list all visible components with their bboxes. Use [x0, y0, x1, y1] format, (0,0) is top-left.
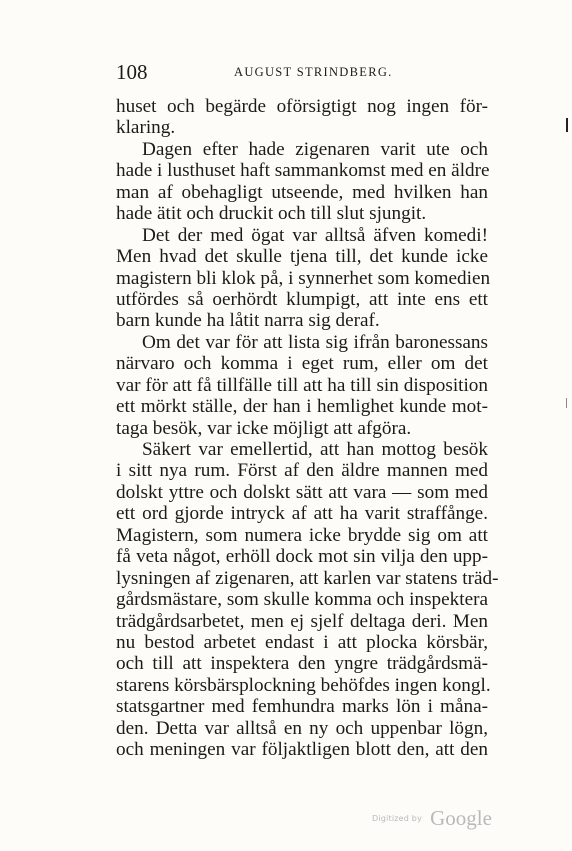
text-line: statsgartner med femhundra marks lön i måna- — [116, 696, 488, 718]
text-line: Det der med ögat var alltså äfven komedi! — [142, 224, 488, 246]
text-line: i sitt nya rum. Först af den äldre mannen med — [116, 460, 488, 482]
watermark-prefix: Digitized by — [372, 814, 422, 823]
text-line: lysningen af zigenaren, att karlen var statens träd- — [116, 567, 499, 589]
text-line: trädgårdsarbetet, men ej sjelf deltaga deri. Men — [116, 610, 488, 632]
text-line: Men hvad det skulle tjena till, det kunde icke — [116, 246, 488, 268]
text-line: Säkert var emellertid, att han mottog besök — [142, 439, 488, 460]
text-line: dolskt yttre och dolskt sätt att vara — som med — [116, 481, 488, 503]
text-line: nu bestod arbetet endast i att plocka körsbär, — [116, 631, 488, 653]
margin-mark — [566, 398, 567, 408]
text-line: och meningen var följaktligen blott den, att den — [116, 739, 488, 761]
page-number: 108 — [116, 60, 148, 84]
text-line: ett mörkt ställe, der han i hemlighet kunde mot- — [116, 396, 488, 418]
text-line: närvaro och komma i eget rum, eller om det — [116, 353, 488, 375]
text-line: man af obehagligt utseende, med hvilken han — [116, 181, 488, 203]
digitization-watermark — [372, 806, 502, 836]
text-line: och till att inspektera den yngre trädgårdsmä- — [116, 653, 488, 675]
text-line: hade ätit och druckit och till slut sjungit. — [116, 203, 427, 225]
text-line: var för att få tillfälle till att ha till sin disposition — [116, 374, 488, 396]
text-line: hade i lusthuset haft sammankomst med en äldre — [116, 160, 490, 182]
text-line: Om det var för att lista sig ifrån baronessans — [142, 331, 488, 353]
text-line: utfördes så oerhördt klumpigt, att inte ens ett — [116, 288, 488, 310]
watermark-brand: Google — [430, 806, 492, 830]
text-line: få veta något, erhöll dock mot sin vilja den upp- — [116, 546, 488, 568]
text-line: taga besök, var icke möjligt att afgöra. — [116, 417, 412, 439]
body-text — [116, 96, 499, 781]
text-line: den. Detta var alltså en ny och uppenbar lögn, — [116, 717, 488, 739]
text-line: Dagen efter hade zigenaren varit ute och — [142, 138, 488, 160]
text-line: magistern bli klok på, i synnerhet som komedien — [116, 267, 491, 289]
running-title: AUGUST STRINDBERG. — [234, 65, 393, 79]
running-head — [116, 60, 488, 84]
text-line: klaring. — [116, 117, 176, 139]
text-line: starens körsbärsplockning behöfdes ingen kongl. — [116, 674, 491, 696]
text-line: ett ord gjorde intryck af att ha varit straffånge. — [116, 503, 488, 525]
text-line: huset och begärde oförsigtigt nog ingen för- — [116, 96, 488, 117]
margin-mark — [566, 118, 568, 132]
text-line: gårdsmästare, som skulle komma och inspektera — [116, 589, 488, 611]
text-line: Magistern, som numera icke brydde sig om att — [116, 524, 488, 546]
text-line: barn kunde ha låtit narra sig deraf. — [116, 310, 380, 332]
